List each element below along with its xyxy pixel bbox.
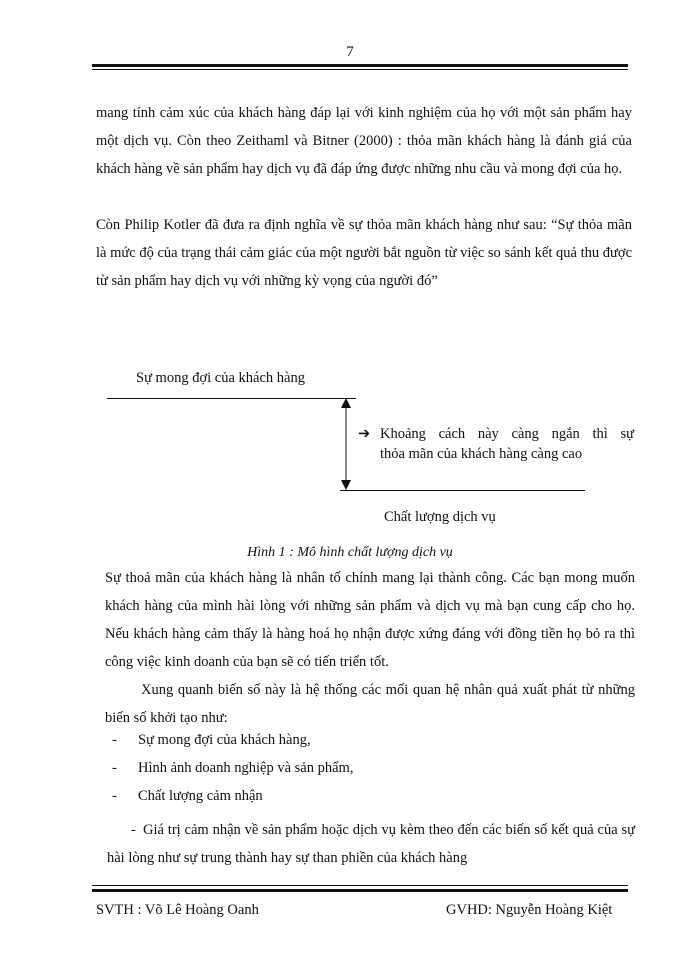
list-item [112, 788, 263, 805]
body-last-item [107, 816, 635, 872]
list-dash: - [112, 732, 117, 748]
list-item [112, 760, 353, 777]
service-quality-line [340, 490, 585, 491]
list-dash: - [112, 788, 117, 804]
list-item-text: Chất lượng cảm nhận [138, 788, 263, 804]
expectation-line [107, 398, 356, 399]
footer-rule-thick [92, 889, 628, 892]
list-item-text: Sự mong đợi của khách hàng, [138, 732, 311, 748]
right-arrow-icon: ➔ [358, 426, 371, 442]
list-dash: - [131, 822, 136, 838]
figure-note-line-1: Khoảng cách này càng ngắn thì sự [380, 426, 634, 442]
body-paragraph-3: Sự thoả mãn của khách hàng là nhân tố chính mang lại thành công. Các bạn mong muốn khách hàng của mình hài lòng với những sản phẩm và dịch vụ mà bạn cung cấp cho họ. Nếu khách hàng cảm thấy là hàng hoá họ nhận được xứng đáng với đồng tiền họ bỏ ra thì công việc kinh doanh của bạn sẽ có tiến triển tốt. [105, 570, 635, 670]
list-item [112, 732, 311, 749]
footer-rule-thin [92, 885, 628, 886]
page-number: 7 [346, 44, 354, 60]
intro-paragraph-1: mang tính cảm xúc của khách hàng đáp lại với kinh nghiệm của họ với một sản phẩm hay một dịch vụ. Còn theo Zeithaml và Bitner (2000) : thỏa mãn khách hàng là đánh giá của khách hàng về sản phẩm hay dịch vụ đã đáp ứng được những nhu cầu và mong đợi của họ. [96, 105, 632, 177]
list-dash: - [112, 760, 117, 776]
figure-caption: Hình 1 : Mô hình chất lượng dịch vụ [247, 545, 453, 560]
header-rule-thin [92, 69, 628, 70]
last-item-text: Giá trị cảm nhận về sản phẩm hoặc dịch vụ kèm theo đến các biến số kết quả của sự hài lòng như sự trung thành hay sự than phiền của khách hàng [107, 822, 635, 866]
intro-paragraph-2: Còn Philip Kotler đã đưa ra định nghĩa về sự thỏa mãn khách hàng như sau: “Sự thỏa mãn là mức độ của trạng thái cảm giác của một người bắt nguồn từ việc so sánh kết quả thu được từ sản phẩm hay dịch vụ với những kỳ vọng của người đó” [96, 217, 632, 289]
figure-bottom-label: Chất lượng dịch vụ [384, 509, 496, 525]
footer-student: SVTH : Võ Lê Hoàng Oanh [96, 902, 259, 918]
footer-advisor: GVHD: Nguyễn Hoàng Kiệt [446, 902, 613, 918]
gap-double-arrow [335, 396, 359, 492]
figure-note-line-2: thỏa mãn của khách hàng càng cao [380, 446, 583, 462]
figure-top-label: Sự mong đợi của khách hàng [136, 370, 305, 386]
body-paragraph-4: Xung quanh biến số này là hệ thống các mối quan hệ nhân quả xuất phát từ những biến số khởi tạo như: [105, 682, 635, 726]
list-item-text: Hình ảnh doanh nghiệp và sản phẩm, [138, 760, 354, 776]
header-rule-thick [92, 64, 628, 67]
